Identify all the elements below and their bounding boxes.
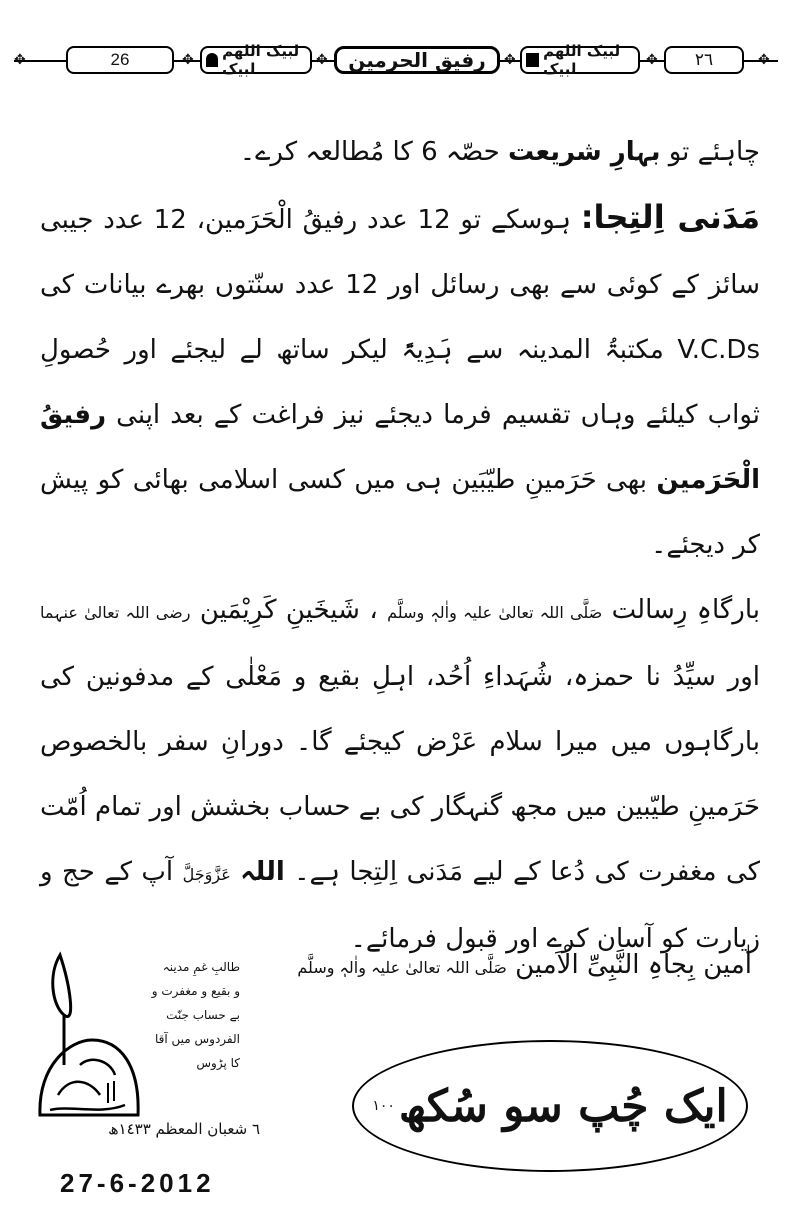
paragraph-salam: بارگاہِ رِسالت صَلَّی اللہ تعالیٰ علیہ واٰلہٖ وسلَّم ، شَیخَینِ کَرِیْمَین رضی اللہ تعالیٰ عنہما اور سیِّدُ نا حمزہ، شُہَداءِ اُحُد، اہلِ بقیع و مَعْلٰی کے مدفونین کی بارگاہوں میں میرا سلام عَرْض کیجئے گا۔ دورانِ سفر بالخصوص حَرَمینِ طیّبین میں مجھ گنہگار کی بے حساب بخشش اور تمام اُمّت کی مغفرت کی دُعا کے لیے مَدَنی اِلتِجا ہے۔ اللہ عَزَّوَجَلَّ آپ کے حج و زیارت کو آسان کرے اور قبول فرمائے۔: [40, 595, 761, 954]
talbiyah-right: لبیک اللھم لبیک: [520, 46, 640, 74]
page-number-latin: 26: [66, 46, 174, 74]
hijri-date: ٦ شعبان المعظم ١٤٣٣ھ: [108, 1120, 260, 1138]
main-text: [40, 120, 761, 954]
page-number-arabic: ٢٦: [664, 46, 744, 74]
dua-block: [130, 955, 240, 1075]
ornament-icon: ✥: [182, 52, 194, 68]
talbiyah-left: لبیک اللھم لبیک: [200, 46, 312, 74]
kaaba-icon: [526, 53, 539, 67]
ornament-icon: ✥: [14, 52, 26, 68]
gregorian-date: 27-6-2012: [60, 1168, 215, 1198]
booklet-title: ایک چُپ سو سُکھ: [398, 1080, 728, 1132]
madani-iltija-heading: مَدَنی اِلتِجا:: [580, 198, 761, 236]
book-reference: بہارِ شریعت: [508, 137, 661, 167]
ornament-icon: ✥: [504, 52, 516, 68]
dome-icon: [206, 53, 218, 67]
dua-line: الفردوس میں آقا: [154, 1032, 240, 1046]
page-header: [14, 44, 778, 78]
ornament-icon: ✥: [646, 52, 658, 68]
ameen-line: اٰمین بِجاہِ النَّبِیِّ الْاَمین صَلَّی اللہ تعالیٰ علیہ واٰلہٖ وسلَّم: [297, 950, 752, 980]
dua-line: بے حساب جنّت: [166, 1008, 240, 1022]
ornament-icon: ✥: [758, 52, 770, 68]
booklet-superscript: ١٠٠: [372, 1098, 395, 1114]
ornament-icon: ✥: [316, 52, 328, 68]
dua-line: طالبِ غمِ مدینہ: [162, 960, 240, 974]
dua-line: و بقیع و مغفرت و: [151, 984, 240, 998]
paragraph-1: چاہئے تو بہارِ شریعت حصّہ 6 کا مُطالعہ کرے۔: [239, 137, 760, 167]
dua-line: کا پڑوس: [196, 1056, 240, 1070]
paragraph-madani-iltija: مَدَنی اِلتِجا: ہوسکے تو 12 عدد رفیقُ الْحَرَمین، 12 عدد جیبی سائز کے کوئی سے بھی رسائل اور 12 عدد سنّتوں بھرے بیانات کی V.C.Ds مکتبۃُ المدینہ سے ہَدِیۃً لیکر ساتھ لے لیجئے اور حُصولِ ثواب کیلئے وہاں تقسیم فرما دیجئے نیز فراغت کے بعد اپنی رفیقُ الْحَرَمین بھی حَرَمینِ طیّبَین ہی میں کسی اسلامی بھائی کو پیش کر دیجئے۔: [40, 198, 761, 560]
booklet-title-oval: [352, 1040, 748, 1172]
book-title: رفیق الحرمین: [334, 46, 500, 74]
